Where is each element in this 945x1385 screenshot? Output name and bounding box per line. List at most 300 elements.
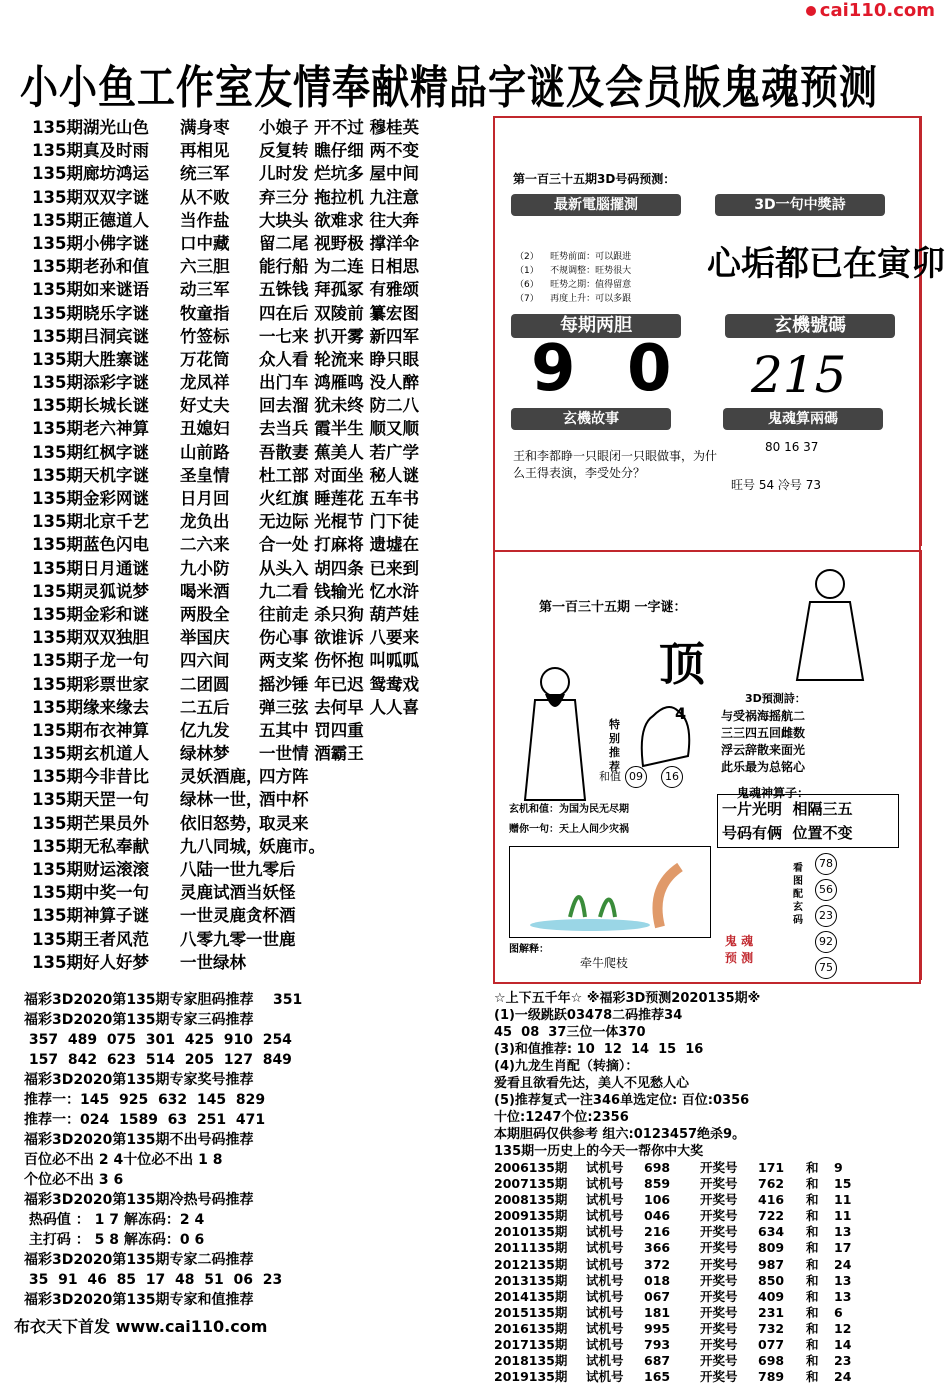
- riddle-c1: 统三军: [180, 164, 230, 184]
- history-period: 2008135期: [494, 1192, 568, 1208]
- history-test-number: 046: [644, 1208, 671, 1224]
- history-sum-label: 和: [806, 1160, 819, 1175]
- history-open-number: 409: [758, 1288, 785, 1304]
- history-sum-label: 和: [806, 1304, 819, 1320]
- history-test-label: 试机号: [586, 1160, 624, 1175]
- recommend-line: 福彩3D2020第135期冷热号码推荐: [24, 1192, 254, 1208]
- riddle-period: 135期今非昔比: [32, 767, 149, 787]
- history-period: 2017135期: [494, 1337, 568, 1353]
- ghost-stamp: 鬼 魂 预 测: [724, 934, 754, 965]
- riddle-period: 135期老孙和值: [32, 257, 149, 277]
- footer: 布衣天下首发 www.cai110.com: [14, 1317, 268, 1336]
- riddle-rest: [259, 904, 492, 927]
- history-row: [494, 1208, 914, 1224]
- dan-number-1: 9: [531, 332, 576, 406]
- riddle-row: [32, 302, 492, 325]
- riddle-period: 135期布衣神算: [32, 720, 149, 740]
- riddle-rest: 大块头 欲难求 往大奔: [259, 210, 419, 230]
- riddle-period: 135期晓乐字谜: [32, 303, 149, 323]
- history-sum-value: 15: [834, 1176, 852, 1192]
- riddle-period: 135期无私奉献: [32, 836, 149, 856]
- riddle-period: 135期双双字谜: [32, 187, 149, 207]
- recommend-line: 357 489 075 301 425 910 254: [24, 1032, 292, 1048]
- riddle-row: [32, 603, 492, 626]
- riddle-period: 135期王者风范: [32, 929, 149, 949]
- riddle-rest: 摇沙锤 年已迟 鸳鸯戏: [259, 674, 419, 694]
- riddle-row: [32, 325, 492, 348]
- history-row: [494, 1224, 914, 1240]
- history-sum-value: 11: [834, 1208, 852, 1224]
- history-sum-label: 和: [806, 1192, 819, 1208]
- riddle-period: 135期蓝色闪电: [32, 535, 149, 555]
- ghost-banner: 鬼魂算兩碼: [723, 408, 883, 430]
- picture-text: 牵牛爬枝: [579, 956, 628, 970]
- riddle-rest: 一七来 扒开雾 新四军: [259, 326, 419, 346]
- plant-picture-icon: [510, 847, 710, 937]
- riddle-rest: 杜工部 对面坐 秘人谜: [259, 465, 419, 485]
- history-test-number: 018: [644, 1272, 671, 1288]
- riddle-row: [32, 835, 492, 858]
- history-row: [494, 1192, 914, 1208]
- riddle-rest: 留二尾 视野极 撑洋伞: [259, 233, 419, 253]
- riddle-rest: 合一处 打麻将 遗墟在: [259, 535, 419, 555]
- history-test-number: 067: [644, 1288, 671, 1304]
- history-sum-value: 13: [834, 1224, 852, 1240]
- history-test-number: 372: [644, 1256, 671, 1272]
- history-row: [494, 1289, 914, 1305]
- history-period: 2016135期: [494, 1320, 568, 1336]
- rb-line: (5)推荐复式一注346单选定位: 百位:0356: [494, 1093, 750, 1108]
- riddle-rest: 反复转 瞧仔细 两不变: [259, 141, 419, 161]
- riddle-row: [32, 139, 492, 162]
- history-period: 2010135期: [494, 1224, 568, 1240]
- picture-label: 图解释：: [509, 944, 549, 955]
- history-sum-value: 13: [834, 1272, 852, 1288]
- riddle-row: [32, 464, 492, 487]
- riddle-row: [32, 696, 492, 719]
- recommend-line: 福彩3D2020第135期不出号码推荐: [24, 1132, 254, 1148]
- history-open-label: 开奖号: [700, 1224, 738, 1240]
- riddle-c1: 六三胆: [180, 257, 230, 277]
- side-label: 看图配玄码: [793, 863, 803, 926]
- riddle-rest: 去当兵 霞半生 顺又顺: [259, 419, 419, 439]
- riddle-row: [32, 162, 492, 185]
- history-open-label: 开奖号: [700, 1288, 738, 1304]
- riddle-row: [32, 348, 492, 371]
- riddle-period: 135期北京千艺: [32, 512, 149, 532]
- recommend-line: 百位必不出 2 4十位必不出 1 8: [24, 1152, 223, 1168]
- rb-line: (4)九龙生肖配（转摘）：: [494, 1059, 639, 1074]
- xuanji-banner: 玄機號碼: [725, 314, 895, 338]
- history-period: 2019135期: [494, 1369, 568, 1385]
- riddle-c1: 动三军: [180, 280, 230, 300]
- riddle-row: [32, 858, 492, 881]
- history-open-number: 231: [758, 1304, 785, 1320]
- history-period: 2013135期: [494, 1272, 568, 1288]
- history-open-number: 698: [758, 1353, 785, 1369]
- prize-poem: 心垢都已在寅卯: [707, 244, 945, 284]
- history-open-number: 722: [758, 1208, 785, 1224]
- riddle-c1: 九小防: [180, 558, 230, 578]
- riddle-c1: 丑媳妇: [180, 419, 230, 439]
- riddle-c1: 从不败: [180, 187, 230, 207]
- history-open-label: 开奖号: [700, 1176, 738, 1192]
- recommend-line: 福彩3D2020第135期专家二码推荐: [24, 1252, 254, 1268]
- riddle-row: [32, 371, 492, 394]
- history-test-label: 试机号: [586, 1240, 624, 1256]
- riddle-rest: 吾散妻 蕉美人 若广学: [259, 442, 419, 462]
- history-test-number: 793: [644, 1337, 671, 1353]
- history-sum-label: 和: [806, 1288, 819, 1304]
- computer-line: （6） 旺势之期：值得留意: [515, 280, 632, 290]
- riddle-row: [32, 812, 492, 835]
- poem-title: 3D預測詩：: [745, 692, 806, 705]
- code-circle: 23: [815, 905, 837, 927]
- history-period: 2015135期: [494, 1304, 568, 1320]
- history-open-label: 开奖号: [700, 1337, 738, 1353]
- riddle-row: [32, 557, 492, 580]
- code-circle: 75: [815, 957, 837, 979]
- riddle-period: 135期吕洞宾谜: [32, 326, 149, 346]
- history-open-number: 809: [758, 1240, 785, 1256]
- computer-line: （7） 再度上升：可以多跟: [515, 294, 632, 304]
- rb-line: 135期一历史上的今天一帮你中大奖: [494, 1144, 704, 1159]
- box2-header: 第一百三十五期 一字谜：: [539, 600, 687, 615]
- riddle-rest: 弃三分 拖拉机 九注意: [259, 187, 419, 207]
- riddle-c1: 两股全: [180, 604, 230, 624]
- history-test-label: 试机号: [586, 1369, 624, 1385]
- riddle-rest: 酒中杯: [259, 790, 309, 810]
- riddle-period: 135期玄机道人: [32, 744, 149, 764]
- riddle-period: 135期金彩和谜: [32, 604, 149, 624]
- history-test-number: 859: [644, 1176, 671, 1192]
- code-circle: 56: [815, 879, 837, 901]
- sage-figure-icon: [515, 660, 595, 810]
- history-open-label: 开奖号: [700, 1208, 738, 1224]
- riddle-c1: 二团圆: [180, 674, 230, 694]
- history-open-number: 077: [758, 1337, 785, 1353]
- sage-figure-icon-2: [785, 552, 875, 682]
- history-test-number: 165: [644, 1369, 671, 1385]
- recommend-line: 推荐一：145 925 632 145 829: [24, 1092, 266, 1108]
- riddle-row: [32, 765, 492, 788]
- history-test-label: 试机号: [586, 1353, 624, 1369]
- dan-number-2: 0: [627, 332, 672, 406]
- riddle-list: [32, 116, 492, 974]
- history-open-number: 987: [758, 1256, 785, 1272]
- history-row: [494, 1321, 914, 1337]
- history-sum-label: 和: [806, 1337, 819, 1353]
- page-title: 小小鱼工作室友情奉献精品字谜及会员版鬼魂预测: [20, 60, 879, 114]
- riddle-period: 135期中奖一句: [32, 883, 149, 903]
- riddle-c1: 亿九发: [180, 720, 230, 740]
- poem-banner: 3D一句中獎詩: [715, 194, 885, 216]
- history-open-label: 开奖号: [700, 1369, 738, 1385]
- rb-line: (3)和值推荐: 10 12 14 15 16: [494, 1042, 704, 1057]
- fan-number: 4: [675, 704, 687, 723]
- riddle-c1: 九八同城，: [180, 836, 263, 856]
- history-open-label: 开奖号: [700, 1320, 738, 1336]
- right-bottom-panel: [494, 990, 914, 1385]
- history-open-label: 开奖号: [700, 1240, 738, 1256]
- expert-recommendations: [24, 990, 494, 1310]
- riddle-row: [32, 626, 492, 649]
- riddle-period: 135期大胜寨谜: [32, 349, 149, 369]
- riddle-rest: 四在后 双陵前 纂宏图: [259, 303, 419, 323]
- riddle-period: 135期老六神算: [32, 419, 149, 439]
- history-open-number: 789: [758, 1369, 785, 1385]
- special-recommend-label: 特别推荐: [609, 718, 620, 773]
- riddle-row: [32, 649, 492, 672]
- riddle-rest: 九二看 钱输光 忆水浒: [259, 581, 419, 601]
- history-test-label: 试机号: [586, 1272, 624, 1288]
- riddle-c1: 喝米酒: [180, 581, 230, 601]
- rb-line: 爱看且欲看先达，美人不见愁人心: [494, 1076, 690, 1091]
- story-text: 王和李都睁一只眼闭一只眼做事，为什么王得表演，李受处分？: [513, 449, 718, 480]
- prediction-box-1: [493, 116, 945, 552]
- riddle-c1: 灵鹿试酒当妖怪: [180, 883, 296, 903]
- history-test-label: 试机号: [586, 1256, 624, 1272]
- riddle-rest: [259, 881, 492, 904]
- riddle-period: 135期正德道人: [32, 210, 149, 230]
- riddle-rest: 从头入 胡四条 已来到: [259, 558, 419, 578]
- history-open-number: 732: [758, 1320, 785, 1336]
- riddle-c1: 好丈夫: [180, 396, 230, 416]
- rb-lines: [494, 1007, 914, 1160]
- xuanji-hezhi: 玄机和值：为国为民无尽期: [509, 804, 629, 815]
- history-period: 2007135期: [494, 1176, 568, 1192]
- riddle-rest: 伤心事 欲谁诉 八要来: [259, 628, 419, 648]
- computer-banner: 最新電腦擺測: [511, 194, 681, 216]
- recommend-line: 主打码 ： 5 8 解冻码：0 6: [24, 1232, 205, 1248]
- riddle-period: 135期廊坊鸿运: [32, 164, 149, 184]
- computer-line: （2） 旺势前面：可以跟进: [515, 252, 632, 262]
- history-open-label: 开奖号: [700, 1160, 738, 1175]
- riddle-period: 135期添彩字谜: [32, 373, 149, 393]
- riddle-c1: 灵妖酒鹿，: [180, 767, 263, 787]
- riddle-row: [32, 904, 492, 927]
- rb-line: 本期胆码仅供参考 组六:0123457绝杀9。: [494, 1127, 746, 1142]
- history-test-label: 试机号: [586, 1304, 624, 1320]
- recommend-line: 157 842 623 514 205 127 849: [24, 1052, 292, 1068]
- history-test-label: 试机号: [586, 1320, 624, 1336]
- story-banner: 玄機故事: [511, 408, 671, 430]
- history-period: 2018135期: [494, 1353, 568, 1369]
- history-test-number: 995: [644, 1320, 671, 1336]
- riddle-rest: 两支桨 伤怀抱 叫呱呱: [259, 651, 419, 671]
- history-sum-value: 23: [834, 1353, 852, 1369]
- computer-lines: [515, 250, 695, 306]
- history-sum-label: 和: [806, 1224, 819, 1240]
- history-open-number: 762: [758, 1176, 785, 1192]
- riddle-rest: 火红旗 睡莲花 五车书: [259, 489, 419, 508]
- suanzi-title: 鬼魂神算子：: [737, 786, 810, 800]
- riddle-period: 135期红枫字谜: [32, 442, 149, 462]
- riddle-row: [32, 533, 492, 556]
- recommend-line: 福彩3D2020第135期专家和值推荐: [24, 1292, 254, 1308]
- riddle-row: [32, 186, 492, 209]
- riddle-row: [32, 394, 492, 417]
- riddle-rest: 妖鹿市。: [259, 836, 325, 856]
- riddle-c1: 依旧怒势，: [180, 813, 263, 833]
- prediction-box-2: [493, 550, 921, 984]
- history-open-number: 416: [758, 1192, 785, 1208]
- riddle-rest: 往前走 杀只狗 葫芦娃: [259, 604, 419, 624]
- riddle-period: 135期灵狐说梦: [32, 581, 149, 601]
- riddle-rest: 无边际 光棍节 门下徒: [259, 512, 419, 532]
- riddle-period: 135期芒果员外: [32, 813, 149, 833]
- history-sum-label: 和: [806, 1320, 819, 1336]
- rb-head: ☆上下五千年☆ ※福彩3D预测2020135期※: [494, 991, 761, 1006]
- history-sum-value: 11: [834, 1192, 852, 1208]
- riddle-period: 135期好人好梦: [32, 952, 149, 972]
- code-circle: 78: [815, 853, 837, 875]
- riddle-c1: 山前路: [180, 442, 230, 462]
- history-period: 2006135期: [494, 1160, 568, 1175]
- hezhi-label: 和值: [599, 770, 621, 783]
- history-sum-value: 9: [834, 1160, 843, 1175]
- riddle-period: 135期财运滚滚: [32, 860, 149, 879]
- riddle-rest: 能行船 为二连 日相思: [259, 257, 419, 277]
- riddle-c1: 绿林梦: [180, 744, 230, 764]
- history-sum-value: 13: [834, 1288, 852, 1304]
- riddle-period: 135期彩票世家: [32, 674, 149, 694]
- riddle-c1: 二六来: [180, 535, 230, 555]
- riddle-period: 135期长城长谜: [32, 396, 149, 416]
- rb-line: 十位:1247个位:2356: [494, 1110, 629, 1125]
- suanzi-line: 号码有俩 位置不变: [722, 824, 853, 842]
- history-test-label: 试机号: [586, 1337, 624, 1353]
- computer-line: （1） 不规调整：旺势很大: [515, 266, 632, 276]
- history-table: [494, 1160, 914, 1385]
- history-sum-value: 12: [834, 1320, 852, 1336]
- riddle-row: [32, 742, 492, 765]
- rb-line: 45 08 37三位一体370: [494, 1025, 646, 1040]
- suanzi-box: [717, 794, 899, 848]
- riddle-row: [32, 719, 492, 742]
- riddle-c1: 万花筒: [180, 349, 230, 369]
- poem-line: 浮云辞散来面光: [721, 743, 806, 757]
- riddle-rest: 四方阵: [259, 767, 309, 787]
- hezhi-circle-2: 16: [661, 766, 683, 788]
- riddle-rest: 出门车 鸿雁鸣 没人醉: [259, 373, 419, 393]
- history-test-number: 106: [644, 1192, 671, 1208]
- history-open-number: 634: [758, 1224, 785, 1240]
- hand-fan-icon: [633, 696, 703, 776]
- riddle-c1: 龙负出: [180, 512, 230, 532]
- recommend-line: 个位必不出 3 6: [24, 1172, 124, 1188]
- riddle-row: [32, 116, 492, 139]
- history-sum-value: 6: [834, 1304, 843, 1320]
- riddle-row: [32, 232, 492, 255]
- history-test-label: 试机号: [586, 1176, 624, 1192]
- history-period: 2012135期: [494, 1256, 568, 1272]
- riddle-rest: [259, 858, 492, 881]
- riddle-row: [32, 881, 492, 904]
- history-sum-label: 和: [806, 1256, 819, 1272]
- riddle-period: 135期小佛字谜: [32, 233, 149, 253]
- riddle-row: [32, 209, 492, 232]
- history-test-label: 试机号: [586, 1288, 624, 1304]
- history-period: 2014135期: [494, 1288, 568, 1304]
- recommend-line: 福彩3D2020第135期专家胆码推荐 351: [24, 992, 303, 1008]
- history-row: [494, 1369, 914, 1385]
- site-logo[interactable]: cai110.com: [795, 0, 945, 22]
- history-open-label: 开奖号: [700, 1353, 738, 1369]
- riddle-c1: 二五后: [180, 697, 230, 717]
- history-test-label: 试机号: [586, 1224, 624, 1240]
- history-row: [494, 1257, 914, 1273]
- riddle-row: [32, 278, 492, 301]
- riddle-c1: 一世灵鹿贪杯酒: [180, 906, 296, 926]
- riddle-rest: 一世情 酒霸王: [259, 744, 364, 764]
- riddle-period: 135期缘来缘去: [32, 697, 149, 717]
- riddle-row: [32, 255, 492, 278]
- history-row: [494, 1273, 914, 1289]
- history-test-number: 698: [644, 1160, 671, 1175]
- riddle-c1: 日月回: [180, 489, 230, 508]
- ghost-numbers: 80 16 37: [765, 440, 819, 454]
- history-sum-label: 和: [806, 1272, 819, 1288]
- history-open-label: 开奖号: [700, 1272, 738, 1288]
- riddle-row: [32, 928, 492, 951]
- recommend-line: 福彩3D2020第135期专家奖号推荐: [24, 1072, 254, 1088]
- history-sum-value: 17: [834, 1240, 852, 1256]
- riddle-rest: 五其中 罚四重: [259, 720, 364, 740]
- history-sum-value: 24: [834, 1256, 852, 1272]
- history-open-label: 开奖号: [700, 1304, 738, 1320]
- riddle-c1: 满身枣: [180, 118, 230, 137]
- riddle-period: 135期湖光山色: [32, 118, 149, 137]
- riddle-period: 135期双双独胆: [32, 628, 149, 648]
- riddle-c1: 口中藏: [180, 233, 230, 253]
- history-test-label: 试机号: [586, 1192, 624, 1208]
- riddle-period: 135期神算子谜: [32, 906, 149, 926]
- riddle-c1: 竹签标: [180, 326, 230, 346]
- history-test-number: 366: [644, 1240, 671, 1256]
- riddle-c1: 绿林一世，: [180, 790, 263, 810]
- riddle-rest: [259, 928, 492, 951]
- riddle-c1: 八陆一世九零后: [180, 860, 296, 879]
- gift-line: 赠你一句：天上人间少灾祸: [509, 824, 629, 835]
- history-test-number: 181: [644, 1304, 671, 1320]
- riddle-row: [32, 417, 492, 440]
- poem-line: 此乐最为总铭心: [721, 760, 806, 774]
- riddle-rest: 众人看 轮流来 睁只眼: [259, 349, 419, 369]
- history-sum-label: 和: [806, 1240, 819, 1256]
- recommend-line: 推荐一：024 1589 63 251 471: [24, 1112, 266, 1128]
- riddle-row: [32, 673, 492, 696]
- history-row: [494, 1240, 914, 1256]
- recommend-line: 福彩3D2020第135期专家三码推荐: [24, 1012, 254, 1028]
- riddle-row: [32, 951, 492, 974]
- riddle-rest: 儿时发 烂坑多 屋中间: [259, 164, 419, 184]
- riddle-rest: [259, 951, 492, 974]
- riddle-rest: 回去溜 犹未终 防二八: [259, 396, 419, 416]
- riddle-period: 135期天机字谜: [32, 465, 149, 485]
- history-open-label: 开奖号: [700, 1256, 738, 1272]
- riddle-row: [32, 580, 492, 603]
- history-row: [494, 1337, 914, 1353]
- riddle-c1: 举国庆: [180, 628, 230, 648]
- rb-line: (1)一级跳跃03478二码推荐34: [494, 1008, 683, 1023]
- riddle-period: 135期真及时雨: [32, 141, 149, 161]
- history-period: 2009135期: [494, 1208, 568, 1224]
- history-row: [494, 1176, 914, 1192]
- riddle-c1: 当作盐: [180, 210, 230, 230]
- code-circle: 92: [815, 931, 837, 953]
- history-test-number: 687: [644, 1353, 671, 1369]
